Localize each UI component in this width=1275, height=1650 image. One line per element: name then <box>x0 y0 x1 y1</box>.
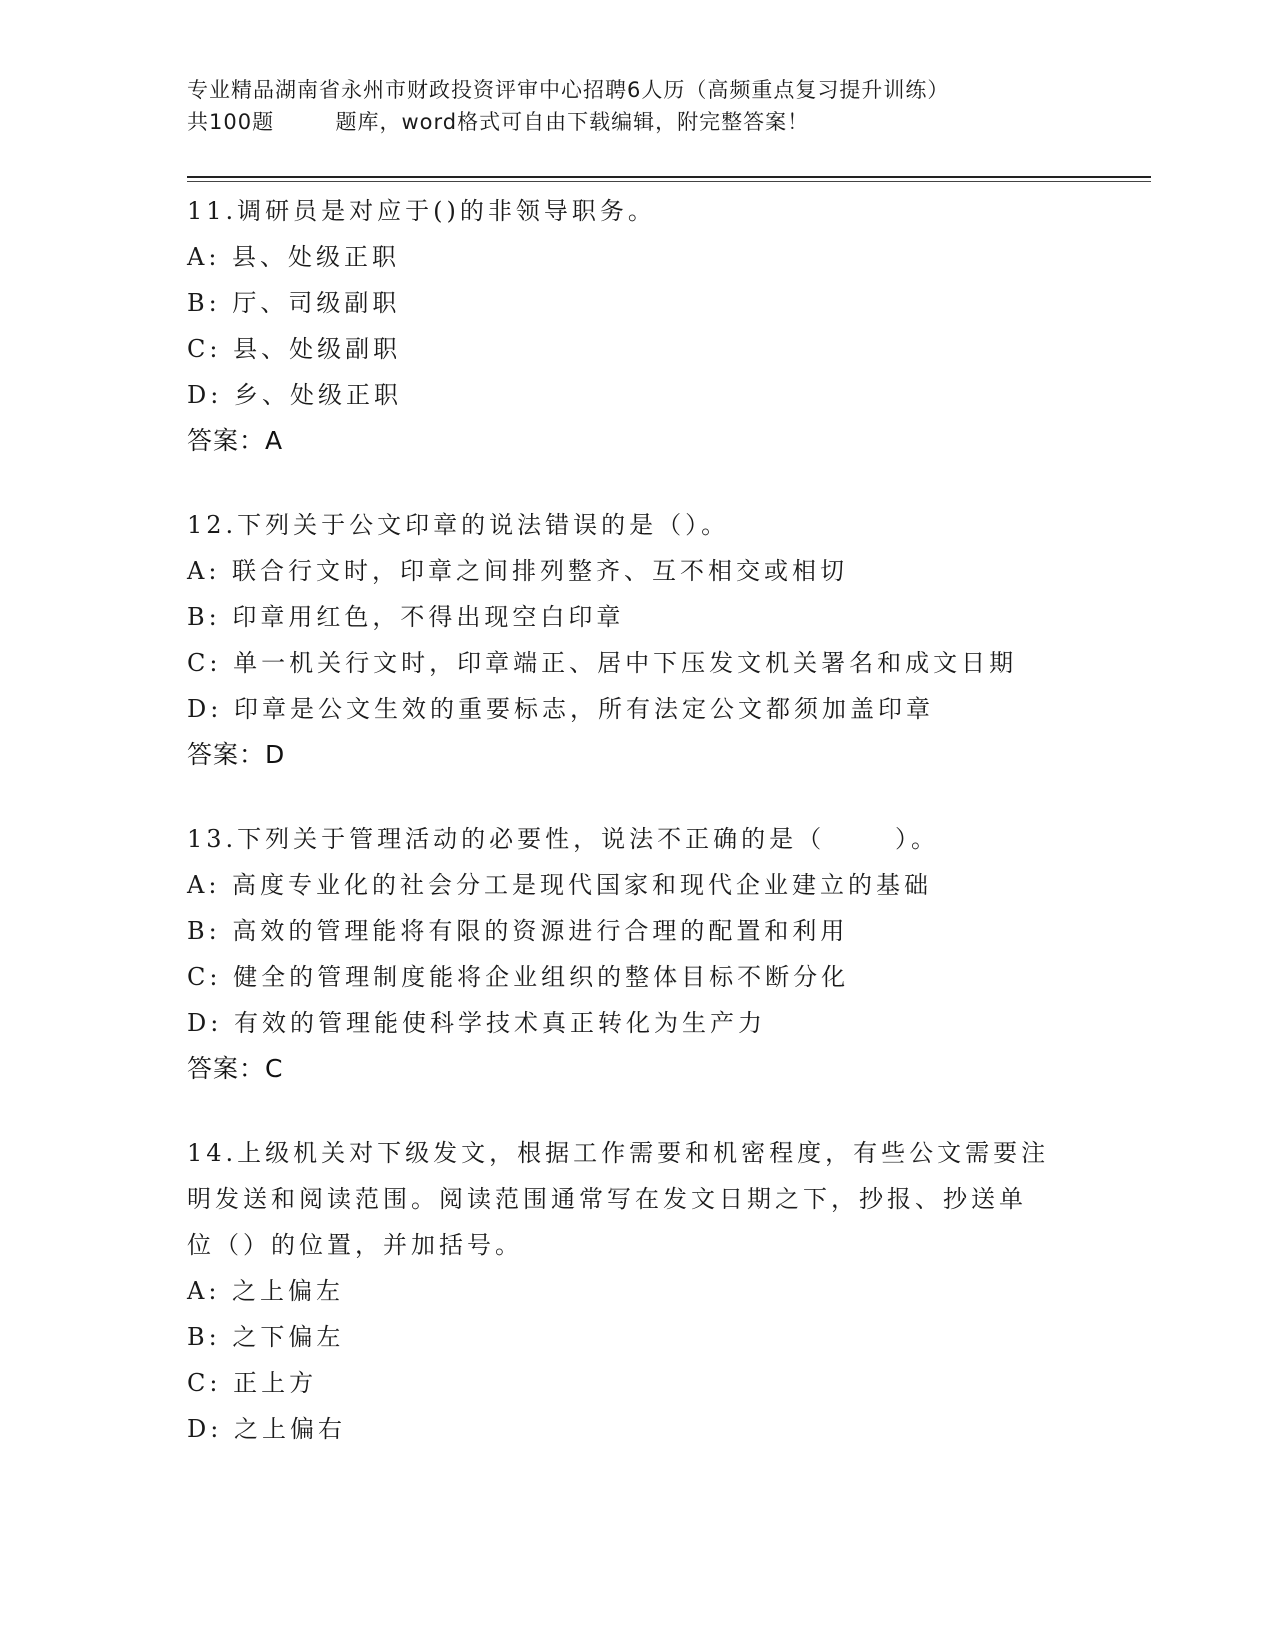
question-list <box>187 188 1087 1452</box>
option-c: C: 健全的管理制度能将企业组织的整体目标不断分化 <box>187 963 850 991</box>
option-a: A: 县、处级正职 <box>187 243 401 271</box>
question-spacer <box>187 778 1087 816</box>
document-header <box>187 74 1087 138</box>
question-spacer <box>187 1092 1087 1130</box>
question-stem: 13.下列关于管理活动的必要性，说法不正确的是（ ）。 <box>187 825 939 853</box>
option-b: B: 高效的管理能将有限的资源进行合理的配置和利用 <box>187 917 849 945</box>
answer-line: 答案：D <box>187 740 286 769</box>
answer-line: 答案：C <box>187 1054 284 1083</box>
header-divider-thick <box>187 176 1151 178</box>
option-d: D: 有效的管理能使科学技术真正转化为生产力 <box>187 1009 766 1037</box>
option-d: D: 之上偏右 <box>187 1415 346 1443</box>
option-b: B: 印章用红色，不得出现空白印章 <box>187 603 625 631</box>
question-11 <box>187 188 1087 464</box>
option-a: A: 联合行文时，印章之间排列整齐、互不相交或相切 <box>187 557 849 585</box>
header-subtitle-line: 共100题 题库，word格式可自由下载编辑，附完整答案！ <box>187 110 810 134</box>
question-stem-line-3: 位（）的位置，并加括号。 <box>187 1231 523 1259</box>
question-13 <box>187 816 1087 1092</box>
option-b: B: 厅、司级副职 <box>187 289 401 317</box>
question-spacer <box>187 464 1087 502</box>
question-stem: 11.调研员是对应于()的非领导职务。 <box>187 197 656 225</box>
option-d: D: 印章是公文生效的重要标志，所有法定公文都须加盖印章 <box>187 695 934 723</box>
question-stem-line-2: 明发送和阅读范围。阅读范围通常写在发文日期之下，抄报、抄送单 <box>187 1185 1027 1213</box>
answer-line: 答案：A <box>187 426 284 455</box>
option-c: C: 县、处级副职 <box>187 335 402 363</box>
option-b: B: 之下偏左 <box>187 1323 345 1351</box>
header-divider-thin <box>187 181 1151 182</box>
option-c: C: 正上方 <box>187 1369 318 1397</box>
header-title-line: 专业精品湖南省永州市财政投资评审中心招聘6人历（高频重点复习提升训练） <box>187 78 950 102</box>
option-a: A: 之上偏左 <box>187 1277 345 1305</box>
question-stem-line-1: 14.上级机关对下级发文，根据工作需要和机密程度，有些公文需要注 <box>187 1139 1050 1167</box>
question-12 <box>187 502 1087 778</box>
question-stem: 12.下列关于公文印章的说法错误的是（）。 <box>187 511 730 539</box>
option-a: A: 高度专业化的社会分工是现代国家和现代企业建立的基础 <box>187 871 933 899</box>
option-d: D: 乡、处级正职 <box>187 381 402 409</box>
option-c: C: 单一机关行文时，印章端正、居中下压发文机关署名和成文日期 <box>187 649 1018 677</box>
question-14 <box>187 1130 1087 1452</box>
